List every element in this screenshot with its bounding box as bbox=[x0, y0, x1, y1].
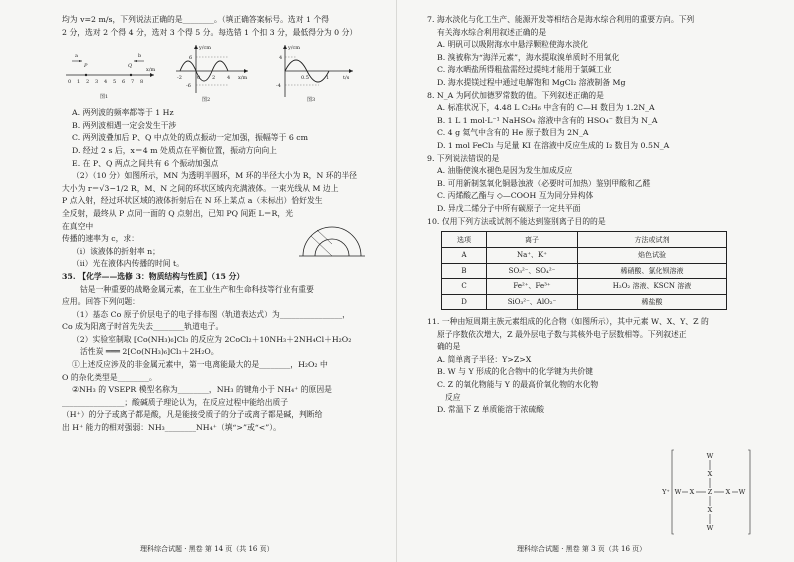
atom-x: X bbox=[707, 506, 713, 514]
q7-option: A. 明矾可以吸附海水中悬浮颗粒使海水淡化 bbox=[437, 40, 588, 50]
q35-line: ________________；酸碱质子理论认为，在反应过程中能给出质子 bbox=[62, 397, 289, 407]
q35-line: 出 H⁺ 能力的相对强弱：NH₃________NH₄⁺（填“>”或“<”）。 bbox=[62, 423, 281, 433]
fig2-axis-label: x/m bbox=[238, 75, 248, 82]
q9-line: 9. 下列说法错误的是 bbox=[427, 153, 500, 163]
atom-w: W bbox=[706, 524, 714, 532]
question-intro-line: 2 分，选对 2 个得 4 分，选对 3 个得 5 分。每选错 1 个扣 3 分，最低得分为 0 分） bbox=[62, 27, 358, 37]
q35-line: （2）实验室制取 [Co(NH₃)₆]Cl₃ 的反应为 2CoCl₂＋10NH₃＋2NH₄Cl＋H₂O₂ bbox=[72, 334, 352, 344]
ion-identification-table bbox=[441, 231, 727, 310]
q7-option: D. 海水提镁过程中通过电解饱和 MgCl₂ 溶液制备 Mg bbox=[437, 77, 626, 87]
q35-line: Co 成为阳离子时首先失去________轨道电子。 bbox=[62, 322, 224, 332]
table-row bbox=[442, 248, 727, 264]
q7-option: C. 海水晒盐所得粗盐需经过提纯才能用于氯碱工业 bbox=[437, 65, 612, 75]
table-row bbox=[442, 279, 727, 295]
q11-line: 11. 一种由短周期主族元素组成的化合物（如图所示），其中元素 W、X、Y、Z 的 bbox=[427, 317, 709, 327]
q9-option: C. 丙烯酸乙酯与 ◇—COOH 互为同分异构体 bbox=[437, 191, 594, 201]
q9-option: B. 可用新制氢氧化铜悬浊液（必要时可加热）鉴别甲酸和乙醛 bbox=[437, 178, 651, 188]
figure-2-wave-graph bbox=[172, 41, 252, 103]
cation-label: Y⁺ bbox=[662, 488, 670, 496]
q8-option: D. 1 mol FeCl₃ 与足量 KI 在溶液中反应生成的 I₂ 数目为 0.5N_A bbox=[437, 140, 670, 150]
option-e: E. 在 P、Q 两点之间共有 6 个振动加强点 bbox=[72, 158, 219, 168]
atom-z: Z bbox=[707, 488, 713, 496]
fig1-tick: 4 bbox=[104, 79, 108, 86]
fig1-axis-label: x/m bbox=[146, 67, 156, 74]
wave-b-label: b bbox=[138, 53, 142, 60]
fig1-tick: 1 bbox=[77, 79, 81, 86]
fig2-axis-label: y/cm bbox=[199, 45, 212, 52]
wave-a-label: a bbox=[75, 53, 78, 60]
q11-line: 确的是 bbox=[437, 342, 461, 352]
fig1-caption: 图1 bbox=[100, 94, 109, 101]
table-cell: Na⁺、K⁺ bbox=[487, 248, 578, 264]
q11-option: B. W 与 Y 形成的化合物中的化学键为共价键 bbox=[437, 367, 594, 377]
table-header: 离子 bbox=[487, 232, 578, 248]
q8-option: B. 1 L 1 mol·L⁻¹ NaHSO₄ 溶液中含有的 HSO₄⁻ 数目为 N_A bbox=[437, 115, 658, 125]
fig2-tick: 4 bbox=[227, 75, 231, 82]
page-footer-left: 理科综合试题 · 黑卷 第 14 页（共 16 页） bbox=[140, 545, 274, 553]
option-c: C. 两列波叠加后 P、Q 中点处的质点振动一定加强，振幅等于 6 cm bbox=[72, 133, 309, 143]
q11-option-cont: 反应 bbox=[445, 392, 461, 402]
fig2-tick: 0 bbox=[197, 75, 201, 82]
q35-line: ②NH₃ 的 VSEPR 模型名称为________，NH₃ 的键角小于 NH₄⁺ 的原因是 bbox=[72, 385, 332, 395]
q2-line: 全反射，最终从 P 点同一面的 Q 点射出，已知 PQ 间距 L＝R，光在真空中 bbox=[62, 208, 293, 231]
question-intro-line: 均为 v=2 m/s，下列说法正确的是________。（填正确答案标号。选对 1 个得 bbox=[62, 15, 330, 24]
q35-line: 活性炭 ═══ 2[Co(NH₃)₆]Cl₃＋2H₂O。 bbox=[80, 347, 219, 357]
wave-figures bbox=[62, 41, 367, 105]
table-cell: D bbox=[442, 294, 487, 310]
table-cell: SiO₃²⁻、AlO₂⁻ bbox=[487, 294, 578, 310]
q10-line: 10. 仅用下列方法或试剂不能达到鉴别离子目的的是 bbox=[427, 216, 606, 226]
fig3-tick: 1 bbox=[326, 75, 330, 82]
fig1-tick: 8 bbox=[140, 79, 144, 86]
q9-option: D. 异戊二烯分子中所有碳原子一定共平面 bbox=[437, 203, 581, 213]
q11-option: C. Z 的氧化物能与 Y 的最高价氧化物的水化物 bbox=[437, 380, 599, 390]
q35-line: （1）基态 Co 原子价层电子的电子排布图（轨道表达式）为________________， bbox=[72, 309, 350, 319]
q2-line: P 点入射，经过环状区域的液体折射后在 N 环上某点 a（未标出）恰好发生 bbox=[62, 196, 323, 206]
q7-line: 7. 海水淡化与化工生产、能源开发等相结合是海水综合利用的重要方向。下列 bbox=[427, 15, 695, 24]
fig1-tick: 0 bbox=[68, 79, 72, 86]
atom-x: X bbox=[707, 470, 713, 478]
page-footer-right: 理科综合试题 · 黑卷 第 3 页（共 16 页） bbox=[517, 545, 647, 553]
table-cell: Fe²⁺、Fe³⁺ bbox=[487, 279, 578, 295]
table-cell: C bbox=[442, 279, 487, 295]
fig3-caption: 图3 bbox=[307, 97, 316, 104]
option-d: D. 经过 2 s 后，x＝4 m 处质点在平衡位置，振动方向向上 bbox=[72, 145, 277, 155]
atom-w: W bbox=[706, 452, 714, 460]
q7-line: 有关海水综合利用叙述正确的是 bbox=[437, 27, 547, 37]
fig1-tick: 7 bbox=[131, 79, 135, 86]
fig3-axis-label: t/s bbox=[343, 75, 350, 82]
figure-1-diagram bbox=[62, 41, 158, 101]
fig3-tick: -4 bbox=[276, 83, 281, 90]
fig2-tick: 2 bbox=[212, 75, 216, 82]
fig3-tick: 0.5 bbox=[301, 75, 309, 82]
fig1-tick: 2 bbox=[86, 79, 90, 86]
point-p-label: P bbox=[84, 63, 88, 70]
point-q-label: Q bbox=[128, 63, 133, 70]
table-cell: 焰色试验 bbox=[578, 248, 727, 264]
q2-line: 大小为 r＝√3−1/2 R，M、N 之间的环状区域内充满液体。一束光线从 M 边上 bbox=[62, 183, 339, 193]
q35-line: 应用。回答下列问题： bbox=[62, 297, 140, 307]
q2-line: 传播的速率为 c，求： bbox=[62, 234, 140, 244]
q35-line: 钴是一种重要的战略金属元素，在工业生产和生命科技等行业有重要 bbox=[80, 284, 314, 294]
q35-line: ①上述反应涉及的非金属元素中，第一电离能最大的是________，H₂O₂ 中 bbox=[72, 360, 328, 370]
atom-x: X bbox=[689, 488, 695, 496]
table-header: 方法或试剂 bbox=[578, 232, 727, 248]
table-cell: 稀盐酸 bbox=[578, 294, 727, 310]
table-cell: H₂O₂ 溶液、KSCN 溶液 bbox=[578, 279, 727, 295]
q35-line: O 的杂化类型是________。 bbox=[62, 372, 157, 382]
q2-line: （2）（10 分）如图所示，MN 为透明半圆环，M 环的半径大小为 R，N 环的半径 bbox=[72, 171, 357, 181]
q2-subquestion: （ⅱ）光在液体内传播的时间 t。 bbox=[72, 259, 184, 269]
q11-option: A. 简单离子半径：Y>Z>X bbox=[437, 354, 532, 364]
table-header: 选项 bbox=[442, 232, 487, 248]
q2-subquestion: （ⅰ）该液体的折射率 n； bbox=[72, 246, 160, 256]
q11-option: D. 常温下 Z 单质能溶于浓硫酸 bbox=[437, 405, 545, 415]
q9-option: A. 油脂使溴水褪色是因为发生加成反应 bbox=[437, 166, 573, 176]
fig1-tick: 5 bbox=[113, 79, 117, 86]
q35-line: （H⁺）的分子或离子都是酸，凡是能接受质子的分子或离子都是碱，判断给 bbox=[62, 410, 323, 420]
fig3-tick: 4 bbox=[279, 55, 283, 62]
fig1-tick: 3 bbox=[95, 79, 99, 86]
table-cell: A bbox=[442, 248, 487, 264]
figure-3-vibration-graph bbox=[267, 41, 357, 103]
fig2-tick: -2 bbox=[177, 75, 182, 82]
atom-x: X bbox=[725, 488, 731, 496]
question-2-block bbox=[62, 170, 367, 271]
table-cell: SO₃²⁻、SO₄²⁻ bbox=[487, 263, 578, 279]
table-cell: B bbox=[442, 263, 487, 279]
fig2-tick: 6 bbox=[189, 55, 193, 62]
table-row bbox=[442, 294, 727, 310]
option-a: A. 两列波的频率都等于 1 Hz bbox=[72, 108, 174, 118]
fig2-caption: 图2 bbox=[202, 97, 211, 104]
table-header-row bbox=[442, 232, 727, 248]
fig3-axis-label: y/cm bbox=[288, 45, 301, 52]
q8-option: C. 4 g 氦气中含有的 He 原子数目为 2N_A bbox=[437, 128, 589, 138]
question-35-heading: 35. 【化学——选修 3：物质结构与性质】（15 分） bbox=[62, 271, 245, 281]
option-b: B. 两列波相遇一定会发生干涉 bbox=[72, 120, 177, 130]
fig2-tick: -6 bbox=[186, 83, 191, 90]
q7-option: B. 溴被称为“海洋元素”，海水提取溴单质时不用氧化 bbox=[437, 52, 620, 62]
semicircle-ring-diagram bbox=[297, 222, 367, 262]
table-cell: 稀硝酸、氯化钡溶液 bbox=[578, 263, 727, 279]
compound-structure-diagram bbox=[658, 444, 758, 539]
q11-line: 原子序数依次增大，Z 最外层电子数与其核外电子层数相等。下列叙述正 bbox=[437, 329, 687, 339]
fig1-tick: 6 bbox=[122, 79, 126, 86]
atom-w: W bbox=[738, 488, 746, 496]
q8-line: 8. N_A 为阿伏加德罗常数的值。下列叙述正确的是 bbox=[427, 90, 604, 100]
atom-w: W bbox=[674, 488, 682, 496]
table-row bbox=[442, 263, 727, 279]
q8-option: A. 标准状况下，4.48 L C₂H₆ 中含有的 C—H 数目为 1.2N_A bbox=[437, 103, 655, 113]
